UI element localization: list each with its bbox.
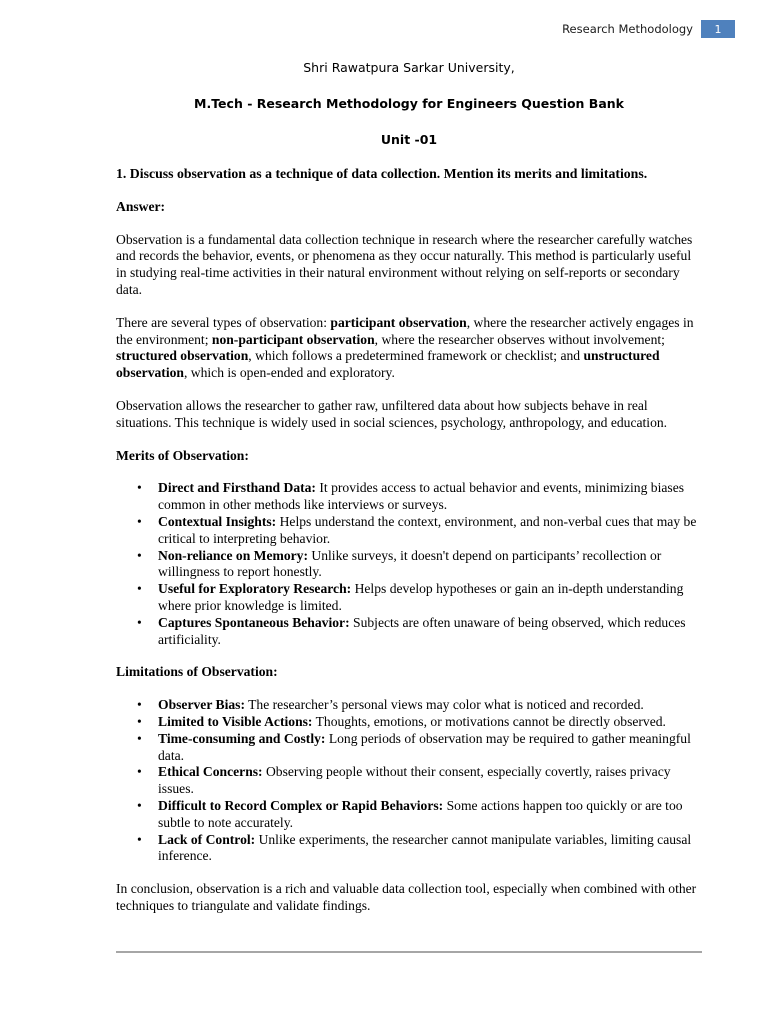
list-item [158,798,702,832]
limitation-text: Some actions happen too quickly or are too subtle to note accurately. [158,797,683,830]
university-name: Shri Rawatpura Sarkar University, [303,60,515,75]
limitation-term: Lack of Control: [158,831,256,847]
document-body [116,58,702,915]
types-text-1: There are several types of observation: [116,314,331,330]
types-text-4: , which follows a predetermined framework or checklist; and [248,348,584,364]
page-number-badge: 1 [701,20,735,38]
list-item [158,581,702,615]
merits-list [116,480,702,648]
paragraph-intro: Observation is a fundamental data collection technique in research where the researcher carefully watches and records the behavior, events, or phenomena as they occur naturally. This method is particularly useful in studying real-time activities in their natural environment without relying on self-reports or secondary data. [116,231,693,297]
question-text: 1. Discuss observation as a technique of data collection. Mention its merits and limitations. [116,166,648,181]
merit-term: Non-reliance on Memory: [158,547,308,563]
limitation-text: Long periods of observation may be required to gather meaningful data. [158,730,691,763]
types-text-5: , which is open-ended and exploratory. [183,365,395,381]
limitations-heading: Limitations of Observation: [116,664,278,680]
merit-term: Captures Spontaneous Behavior: [158,614,350,630]
limitations-list [116,697,702,865]
merit-text: Unlike surveys, it doesn't depend on participants’ recollection or willingness to report honestly. [158,547,662,580]
footer-divider [116,951,702,953]
list-item [158,714,702,731]
types-structured: structured observation [116,348,249,364]
limitation-text: Observing people without their consent, especially covertly, raises privacy issues. [158,764,671,797]
limitation-text: The researcher’s personal views may color what is noticed and recorded. [244,697,644,713]
course-title: M.Tech - Research Methodology for Engineers Question Bank [194,96,624,111]
list-item [158,697,702,714]
types-text-2: , where the researcher actively engages in the environment; [116,314,694,347]
limitation-term: Ethical Concerns: [158,764,263,780]
limitation-text: Unlike experiments, the researcher cannot manipulate variables, limiting causal inference. [158,831,692,864]
limitation-term: Difficult to Record Complex or Rapid Behaviors: [158,797,444,813]
answer-label: Answer: [116,198,166,214]
limitation-term: Time-consuming and Costly: [158,730,326,746]
merit-term: Contextual Insights: [158,513,277,529]
list-item [158,832,702,866]
unit-title: Unit -01 [380,132,438,147]
list-item [158,514,702,548]
list-item [158,480,702,514]
types-text-3: , where the researcher observes without involvement; [374,331,665,347]
types-non-participant: non-participant observation [211,331,375,347]
merit-term: Useful for Exploratory Research: [158,581,352,597]
merit-text: Helps develop hypotheses or gain an in-depth understanding where prior knowledge is limited. [158,581,684,613]
merit-term: Direct and Firsthand Data: [158,480,316,496]
page-header [562,20,735,38]
types-participant: participant observation [330,314,467,330]
paragraph-types [116,315,702,382]
list-item [158,731,702,765]
merit-text: Subjects are often unaware of being observed, which reduces artificiality. [158,614,686,647]
limitation-term: Limited to Visible Actions: [158,713,313,729]
types-unstructured: unstructured observation [116,348,660,381]
merit-text: It provides access to actual behavior and events, minimizing biases common in other methods like interviews or surveys. [158,480,685,513]
list-item [158,548,702,582]
merits-heading: Merits of Observation: [116,447,249,463]
paragraph-conclusion: In conclusion, observation is a rich and valuable data collection tool, especially when combined with other techniques to triangulate and validate findings. [116,881,697,913]
limitation-text: Thoughts, emotions, or motivations cannot be directly observed. [312,713,666,729]
limitation-term: Observer Bias: [158,697,245,713]
merit-text: Helps understand the context, environment, and non-verbal cues that may be critical to interpreting behavior. [158,513,697,546]
header-title: Research Methodology [562,22,693,36]
list-item [158,764,702,798]
paragraph-usage: Observation allows the researcher to gather raw, unfiltered data about how subjects behave in real situations. This technique is widely used in social sciences, psychology, anthropology, and education. [116,397,668,430]
list-item [158,615,702,649]
